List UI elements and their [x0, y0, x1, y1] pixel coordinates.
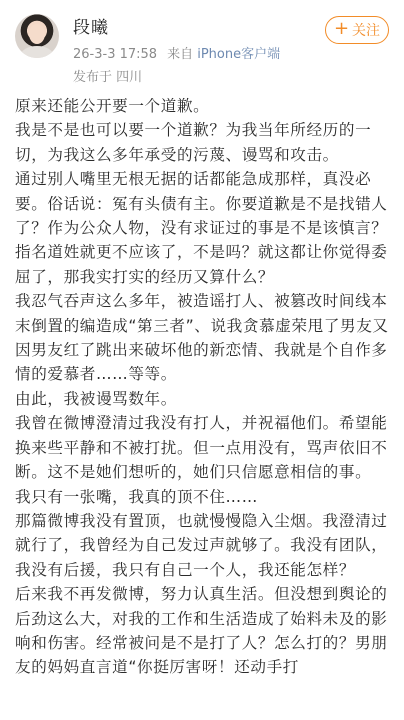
- post-paragraph: 后来我不再发微博，努力认真生活。但没想到舆论的后劲这么大，对我的工作和生活造成了始料未及的影响和伤害。经常被问是不是打了人？怎么打的？男朋友的妈妈直言道“你挺厉害呀！还动手打: [15, 585, 388, 677]
- post-paragraph: 由此，我被谩骂数年。: [15, 389, 177, 408]
- avatar[interactable]: [15, 14, 59, 58]
- follow-label: 关注: [352, 23, 381, 39]
- author-name[interactable]: 段曦: [73, 18, 109, 38]
- post-header: [0, 0, 404, 92]
- post-paragraph: 我忍气吞声这么多年，被造谣打人、被篡改时间线本末倒置的编造成“第三者”、说我贪慕虚荣甩了男友又因男友红了跳出来破坏他的新恋情、我就是个自作多情的爱慕者……等等。: [15, 292, 389, 384]
- plus-icon: +: [333, 18, 350, 39]
- post-paragraph: 那篇微博我没有置顶，也就慢慢隐入尘烟。我澄清过就行了，我曾经为自己发过声就够了。我没有团队，我没有后援，我只有自己一个人，我还能怎样？: [15, 511, 388, 579]
- post-content: [15, 94, 395, 680]
- post-paragraph: 原来还能公开要一个道歉。: [15, 97, 210, 115]
- avatar-face: [29, 24, 45, 44]
- post-location: 发布于 四川: [73, 70, 143, 85]
- post-meta: [73, 43, 280, 62]
- post-paragraph: 通过别人嘴里无根无据的话都能急成那样，真没必要。俗话说：冤有头债有主。你要道歉是不是找错人了？作为公众人物，没有求证过的事是不是该慎言？指名道姓就更不应该了，不是吗？就这都让你觉得委屈了，那我实打实的经历又算什么？: [15, 170, 388, 286]
- post-time: 26-3-3 17:58: [73, 47, 158, 62]
- follow-button[interactable]: [325, 16, 389, 44]
- post-paragraph: 我只有一张嘴，我真的顶不住……: [15, 487, 258, 506]
- avatar-body: [21, 46, 53, 58]
- post-paragraph: 我是不是也可以要一个道歉？为我当年所经历的一切，为我这么多年承受的污蔑、谩骂和攻击。: [15, 121, 372, 164]
- source-prefix: 来自: [167, 47, 194, 62]
- post-source[interactable]: iPhone客户端: [197, 47, 281, 62]
- post-paragraph: 我曾在微博澄清过我没有打人，并祝福他们。希望能换来些平静和不被打扰。但一点用没有，骂声依旧不断。这不是她们想听的，她们只信愿意相信的事。: [15, 414, 388, 482]
